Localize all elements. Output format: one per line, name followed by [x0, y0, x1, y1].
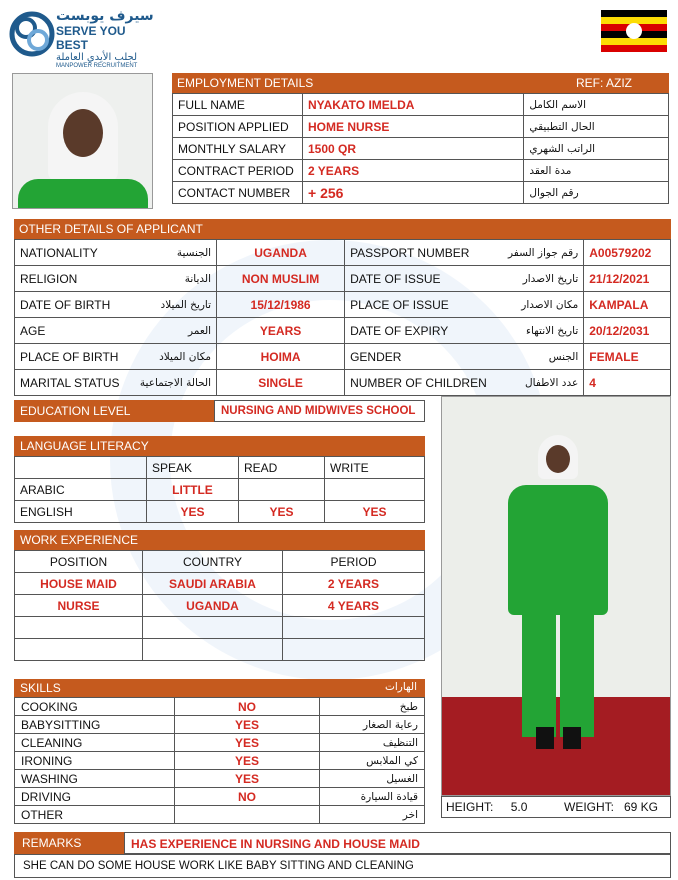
- table-row: [15, 318, 671, 344]
- children-label: NUMBER OF CHILDREN: [345, 370, 492, 396]
- skill-cooking-arabic: طبخ: [320, 698, 425, 716]
- english-write-value: YES: [325, 501, 425, 523]
- employment-table: [172, 93, 669, 204]
- skills-header-arabic: الهارات: [384, 681, 417, 693]
- english-read-value: YES: [239, 501, 325, 523]
- monthly-salary-arabic: الراتب الشهري: [524, 138, 669, 160]
- education-value-text: NURSING AND MIDWIVES SCHOOL: [221, 405, 416, 417]
- nationality-arabic: الجنسية: [125, 240, 217, 266]
- skill-other-arabic: اخر: [320, 806, 425, 824]
- speak-column-header: SPEAK: [147, 457, 239, 479]
- place-of-issue-value: KAMPALA: [584, 292, 671, 318]
- age-arabic: العمر: [125, 318, 217, 344]
- skill-ironing-label: IRONING: [15, 752, 175, 770]
- work-position-2: NURSE: [15, 595, 143, 617]
- children-arabic: عدد الاطفال: [492, 370, 584, 396]
- skill-washing-value: YES: [175, 770, 320, 788]
- arabic-speak-value: LITTLE: [147, 479, 239, 501]
- table-row: [15, 344, 671, 370]
- date-of-issue-arabic: تاريخ الاصدار: [492, 266, 584, 292]
- position-applied-value: HOME NURSE: [303, 116, 524, 138]
- skill-driving-value: NO: [175, 788, 320, 806]
- date-of-birth-arabic: تاريخ الميلاد: [125, 292, 217, 318]
- arabic-language-label: ARABIC: [15, 479, 147, 501]
- brand-name: SERVE YOU BEST: [56, 24, 126, 52]
- weight-value: 69 KG: [624, 800, 659, 814]
- table-row: [15, 734, 425, 752]
- table-row: [15, 266, 671, 292]
- employment-header: [172, 73, 669, 93]
- passport-number-value: A00579202: [584, 240, 671, 266]
- language-header-title: LANGUAGE LITERACY: [20, 439, 149, 453]
- gender-label: GENDER: [345, 344, 492, 370]
- skill-cleaning-value: YES: [175, 734, 320, 752]
- remarks-label-text: REMARKS: [22, 836, 82, 850]
- full-body-photo: [441, 396, 671, 796]
- table-row: [15, 292, 671, 318]
- place-of-issue-arabic: مكان الاصدار: [492, 292, 584, 318]
- table-row: [15, 595, 425, 617]
- table-row: [15, 501, 425, 523]
- uganda-flag: [601, 10, 667, 52]
- country-column-header: COUNTRY: [143, 551, 283, 573]
- skill-washing-label: WASHING: [15, 770, 175, 788]
- contact-number-arabic: رقم الجوال: [524, 182, 669, 204]
- work-position-1: HOUSE MAID: [15, 573, 143, 595]
- skill-other-value: [175, 806, 320, 824]
- table-row: [15, 479, 425, 501]
- write-column-header: WRITE: [325, 457, 425, 479]
- position-applied-label: POSITION APPLIED: [173, 116, 303, 138]
- other-details-header: [14, 219, 671, 239]
- table-row: [15, 370, 671, 396]
- skills-table: [14, 697, 425, 824]
- table-row: [15, 457, 425, 479]
- date-of-issue-value: 21/12/2021: [584, 266, 671, 292]
- remarks-text: [14, 854, 671, 878]
- skill-driving-label: DRIVING: [15, 788, 175, 806]
- place-of-issue-label: PLACE OF ISSUE: [345, 292, 492, 318]
- monthly-salary-value: 1500 QR: [303, 138, 524, 160]
- table-row: [15, 639, 425, 661]
- weight-label: WEIGHT:: [564, 800, 614, 814]
- table-row: [15, 698, 425, 716]
- ref-label: REF: AZIZ: [576, 76, 633, 90]
- period-column-header: PERIOD: [283, 551, 425, 573]
- full-name-arabic: الاسم الكامل: [524, 94, 669, 116]
- logo-icon: [8, 10, 56, 58]
- position-column-header: POSITION: [15, 551, 143, 573]
- table-row: [15, 240, 671, 266]
- date-of-birth-label: DATE OF BIRTH: [15, 292, 125, 318]
- passport-number-arabic: رقم جواز السفر: [492, 240, 584, 266]
- skill-babysitting-label: BABYSITTING: [15, 716, 175, 734]
- education-value: [214, 400, 425, 422]
- table-row: [15, 551, 425, 573]
- marital-status-value: SINGLE: [217, 370, 345, 396]
- english-language-label: ENGLISH: [15, 501, 147, 523]
- marital-status-label: MARITAL STATUS: [15, 370, 125, 396]
- skills-header-title: SKILLS: [20, 681, 61, 695]
- education-label: [14, 400, 214, 422]
- table-row: [173, 138, 669, 160]
- age-value: YEARS: [217, 318, 345, 344]
- table-row: [15, 716, 425, 734]
- skill-cleaning-label: CLEANING: [15, 734, 175, 752]
- skill-babysitting-arabic: رعاية الصغار: [320, 716, 425, 734]
- table-row: [15, 770, 425, 788]
- table-row: [173, 94, 669, 116]
- skill-other-label: OTHER: [15, 806, 175, 824]
- table-row: [15, 573, 425, 595]
- english-speak-value: YES: [147, 501, 239, 523]
- skill-cleaning-arabic: التنظيف: [320, 734, 425, 752]
- table-row: [173, 160, 669, 182]
- table-row: [15, 806, 425, 824]
- position-applied-arabic: الحال التطبيقي: [524, 116, 669, 138]
- work-period-1: 2 YEARS: [283, 573, 425, 595]
- work-header-title: WORK EXPERIENCE: [20, 533, 139, 547]
- skill-washing-arabic: الغسيل: [320, 770, 425, 788]
- language-header: [14, 436, 425, 456]
- table-row: [15, 752, 425, 770]
- read-column-header: READ: [239, 457, 325, 479]
- table-row: [173, 116, 669, 138]
- other-details-table: [14, 239, 671, 396]
- nationality-label: NATIONALITY: [15, 240, 125, 266]
- children-value: 4: [584, 370, 671, 396]
- arabic-write-value: [325, 479, 425, 501]
- height-label: HEIGHT:: [446, 800, 494, 814]
- gender-arabic: الجنس: [492, 344, 584, 370]
- table-row: [15, 617, 425, 639]
- place-of-birth-arabic: مكان الميلاد: [125, 344, 217, 370]
- remarks-text-content: SHE CAN DO SOME HOUSE WORK LIKE BABY SITTING AND CLEANING: [23, 860, 414, 872]
- marital-status-arabic: الحالة الاجتماعية: [125, 370, 217, 396]
- brand-arabic-tagline: لجلب الأيدي العاملة: [56, 52, 138, 63]
- contact-number-label: CONTACT NUMBER: [173, 182, 303, 204]
- religion-value: NON MUSLIM: [217, 266, 345, 292]
- skill-driving-arabic: قيادة السيارة: [320, 788, 425, 806]
- full-name-value: NYAKATO IMELDA: [303, 94, 524, 116]
- brand-arabic-name: سيرف يوبست: [56, 8, 154, 24]
- contact-number-value: + 256: [303, 182, 524, 204]
- religion-label: RELIGION: [15, 266, 125, 292]
- skill-cooking-value: NO: [175, 698, 320, 716]
- height-value: 5.0: [510, 800, 528, 814]
- contract-period-arabic: مدة العقد: [524, 160, 669, 182]
- date-of-expiry-label: DATE OF EXPIRY: [345, 318, 492, 344]
- company-logo: [8, 10, 56, 58]
- work-country-2: UGANDA: [143, 595, 283, 617]
- work-period-2: 4 YEARS: [283, 595, 425, 617]
- place-of-birth-label: PLACE OF BIRTH: [15, 344, 125, 370]
- skills-header: [14, 679, 425, 697]
- date-of-birth-value: 15/12/1986: [217, 292, 345, 318]
- language-table: [14, 456, 425, 523]
- remarks-headline: [124, 832, 671, 854]
- remarks-headline-text: HAS EXPERIENCE IN NURSING AND HOUSE MAID: [131, 837, 420, 851]
- work-header: [14, 530, 425, 550]
- date-of-issue-label: DATE OF ISSUE: [345, 266, 492, 292]
- remarks-label: [14, 832, 124, 854]
- religion-arabic: الديانة: [125, 266, 217, 292]
- brand-tagline: MANPOWER RECRUITMENT: [56, 63, 138, 69]
- education-label-text: EDUCATION LEVEL: [20, 404, 131, 418]
- skill-babysitting-value: YES: [175, 716, 320, 734]
- contract-period-label: CONTRACT PERIOD: [173, 160, 303, 182]
- portrait-photo: [12, 73, 153, 209]
- skill-ironing-arabic: كي الملابس: [320, 752, 425, 770]
- skill-cooking-label: COOKING: [15, 698, 175, 716]
- age-label: AGE: [15, 318, 125, 344]
- work-table: [14, 550, 425, 661]
- arabic-read-value: [239, 479, 325, 501]
- gender-value: FEMALE: [584, 344, 671, 370]
- monthly-salary-label: MONTHLY SALARY: [173, 138, 303, 160]
- nationality-value: UGANDA: [217, 240, 345, 266]
- employment-header-title: EMPLOYMENT DETAILS: [177, 76, 314, 90]
- height-weight-box: [441, 796, 671, 818]
- place-of-birth-value: HOIMA: [217, 344, 345, 370]
- passport-number-label: PASSPORT NUMBER: [345, 240, 492, 266]
- table-row: [173, 182, 669, 204]
- date-of-expiry-value: 20/12/2031: [584, 318, 671, 344]
- other-details-title: OTHER DETAILS OF APPLICANT: [19, 222, 203, 236]
- work-country-1: SAUDI ARABIA: [143, 573, 283, 595]
- contract-period-value: 2 YEARS: [303, 160, 524, 182]
- full-name-label: FULL NAME: [173, 94, 303, 116]
- table-row: [15, 788, 425, 806]
- skill-ironing-value: YES: [175, 752, 320, 770]
- date-of-expiry-arabic: تاريخ الانتهاء: [492, 318, 584, 344]
